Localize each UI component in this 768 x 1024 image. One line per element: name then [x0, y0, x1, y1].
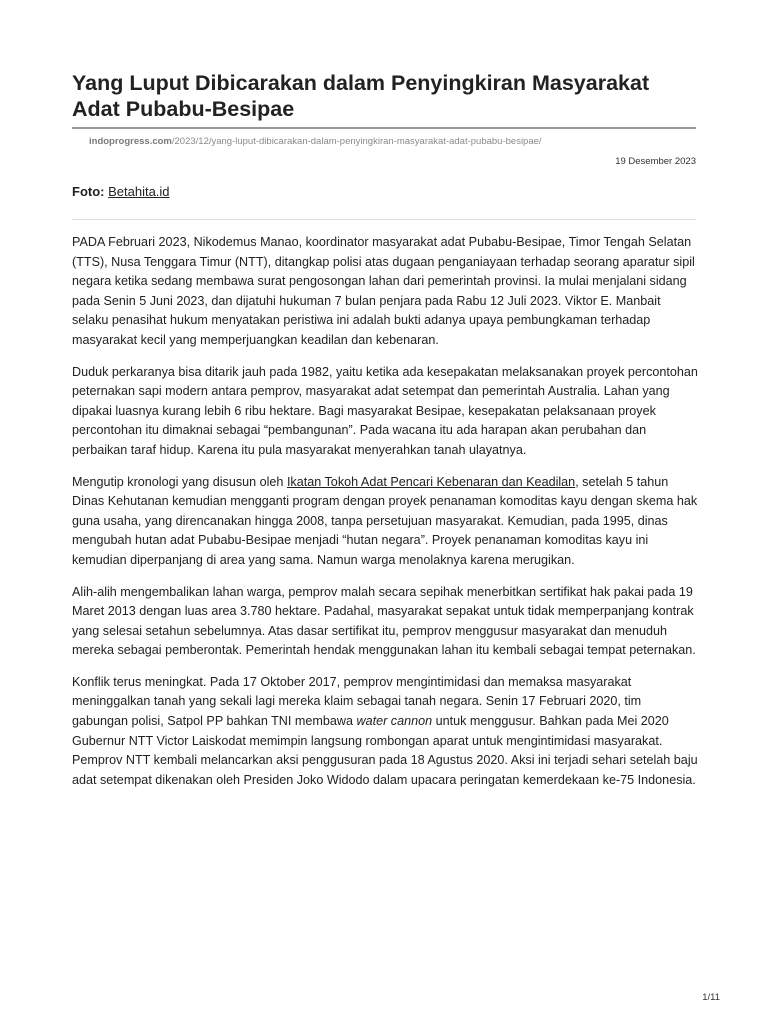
paragraph-2: Duduk perkaranya bisa ditarik jauh pada 1982, yaitu ketika ada kesepakatan melaksanakan proyek percontohan peternakan sapi modern antara pemprov, masyarakat adat setempat dan pemerintah Australia. Lahan yang dipakai luasnya kurang lebih 6 ribu hektare. Bagi masyarakat Besipae, kesepakatan pelaksanaan proyek percontohan itu dimaknai sebagai “pembangunan”. Pada wacana itu ada harapan akan perubahan dan perbaikan taraf hidup. Karena itu pula masyarakat menyerahkan tanah ulayatnya.	[72, 364, 698, 457]
paragraph-5	[72, 673, 698, 791]
paragraph-5-text-end: untuk menggusur. Bahkan pada Mei 2020 Gubernur NTT Victor Laiskodat memimpin langsung rombongan aparat untuk mengintimidasi masyarakat. Pemprov NTT kembali melancarkan aksi penggusuran pada 18 Agustus 2020. Aksi ini terjadi sehari setelah baju adat setempat dikenakan oleh Presiden Joko Widodo dalam upacara peringatan kemerdekaan ke-75 Indonesia.	[72, 714, 698, 787]
paragraph-3	[72, 473, 698, 571]
article-title: Yang Luput Dibicarakan dalam Penyingkiran Masyarakat Adat Pubabu-Besipae	[72, 71, 650, 121]
title-divider	[72, 127, 696, 129]
photo-credit-label: Foto:	[72, 184, 105, 199]
paragraph-3-text-end: , setelah 5 tahun Dinas Kehutanan kemudian mengganti program dengan proyek penanaman komoditas kayu dengan skema hak guna usaha, yang direncanakan hingga 2008, tanpa persetujuan masyarakat. Kemudian, pada 1995, dinas mengubah hutan adat Pubabu-Besipae menjadi “hutan negara”. Proyek penanaman komoditas kayu ini kemudian diperpanjang di area yang sama. Namun warga menolaknya karena merugikan.	[72, 474, 698, 567]
publish-date: 19 Desember 2023	[615, 156, 696, 167]
paragraph-1: PADA Februari 2023, Nikodemus Manao, koordinator masyarakat adat Pubabu-Besipae, Timor Tengah Selatan (TTS), Nusa Tenggara Timur (NTT), ditangkap polisi atas dugaan penganiayaan terhadap seorang aparatur sipil negara ketika sedang membawa surat pengosongan lahan dari pemerintah provinsi. Ia mulai menjalani sidang pada Senin 5 Juni 2023, dan dijatuhi hukuman 7 bulan penjara pada Rabu 12 Juli 2023. Viktor E. Manbait selaku penasihat hukum menyatakan peristiwa ini adalah bukti adanya upaya pembungkaman terhadap masyarakat kecil yang memperjuangkan keadilan dan kebenaran.	[72, 235, 695, 347]
source-path: /2023/12/yang-luput-dibicarakan-dalam-penyingkiran-masyarakat-adat-pubabu-besipae/	[171, 136, 542, 147]
article-body	[72, 233, 698, 802]
photo-credit-link[interactable]: Betahita.id	[108, 184, 170, 199]
source-domain: indoprogress.com	[89, 136, 172, 147]
ikatan-tokoh-adat-link[interactable]: Ikatan Tokoh Adat Pencari Kebenaran dan Keadilan	[286, 474, 576, 489]
photo-credit	[72, 184, 170, 200]
source-url[interactable]	[89, 136, 542, 148]
section-divider	[72, 219, 696, 220]
paragraph-4: Alih-alih mengembalikan lahan warga, pemprov malah secara sepihak menerbitkan sertifikat hak pakai pada 19 Maret 2013 dengan luas area 3.780 hektare. Padahal, masyarakat sepakat untuk tidak memperpanjang kontrak yang selesai setahun sebelumnya. Atas dasar sertifikat itu, pemprov menggusur masyarakat dan menuduh mereka sebagai pemberontak. Pemerintah hendak menggunakan lahan itu kembali sebagai tempat peternakan.	[72, 584, 696, 658]
paragraph-5-emphasis: water cannon	[356, 714, 433, 729]
paragraph-5-text-start: Konflik terus meningkat. Pada 17 Oktober 2017, pemprov mengintimidasi dan memaksa masyarakat meninggalkan tanah yang sekali lagi mereka klaim sebagai tanah negara. Senin 17 Februari 2020, tim gabungan polisi, Satpol PP bahkan TNI membawa	[72, 674, 642, 729]
page-number: 1/11	[702, 992, 720, 1003]
paragraph-3-text-start: Mengutip kronologi yang disusun oleh	[72, 474, 287, 489]
